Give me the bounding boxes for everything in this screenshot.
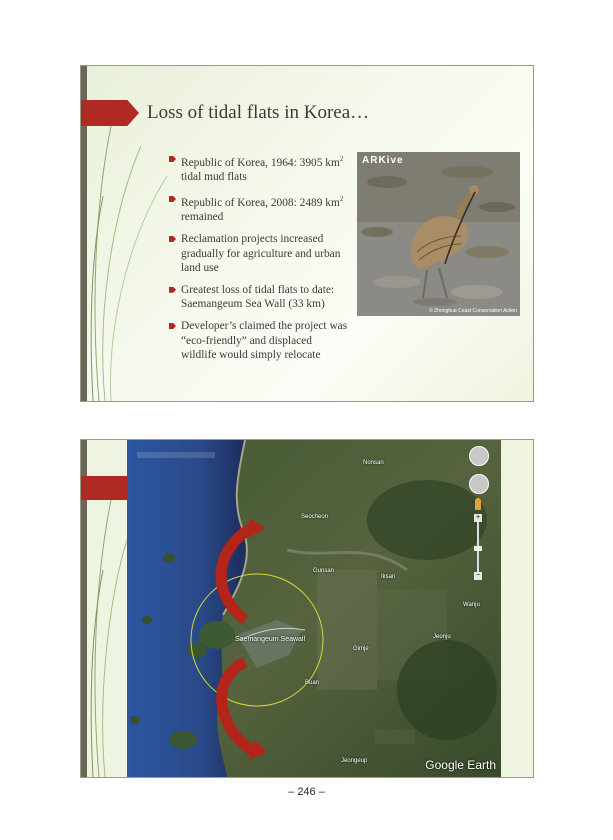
map-label-jeongeup: Jeongeup [341, 758, 368, 764]
satellite-map [127, 440, 501, 777]
google-earth-logo: Google Earth [425, 758, 496, 772]
arrow-bullet-icon [169, 287, 176, 293]
map-label-buan: Buan [305, 680, 320, 686]
bullet-item [169, 192, 349, 225]
photo-brand-logo: ARKive [362, 155, 404, 166]
map-label-jeonju: Jeonju [433, 634, 451, 640]
curlew-photo [357, 152, 520, 316]
map-label-seocheon: Seocheon [301, 514, 329, 520]
slide-tidal-flats [80, 65, 534, 402]
title-accent-tag [81, 476, 127, 500]
bullet-item [169, 152, 349, 185]
bullet-text: Republic of Korea, 1964: 3905 km [181, 156, 340, 169]
zoom-in-icon[interactable]: + [475, 514, 481, 521]
arrow-bullet-icon [169, 196, 176, 202]
look-joystick-icon[interactable] [469, 474, 489, 494]
map-label-gimje: Gimje [353, 646, 369, 652]
bird-illustration [357, 152, 520, 316]
bullet-text: Developer’s claimed the project was “eco-friendly” and displaced wildlife would simply relocate [181, 319, 348, 362]
bullet-tail: remained [181, 211, 224, 224]
arrow-bullet-icon [169, 156, 176, 162]
title-accent-tag [81, 100, 139, 126]
map-label-iksan: Iksan [381, 574, 396, 580]
map-label-nonsan: Nonsan [363, 460, 384, 466]
bullet-text: Greatest loss of tidal flats to date: Saemangeum Sea Wall (33 km) [181, 283, 335, 311]
zoom-out-icon[interactable]: − [475, 572, 481, 579]
bullet-item [169, 283, 349, 312]
map-navigation-controls [469, 446, 489, 586]
map-label-saemangeum-seawall: Saemangeum Seawall [235, 636, 306, 643]
bullet-tail: tidal mud flats [181, 171, 247, 184]
arrow-bullet-icon [169, 323, 176, 329]
page-number: – 246 – [288, 786, 325, 798]
bullet-list [169, 152, 349, 370]
slide-title: Loss of tidal flats in Korea… [147, 102, 370, 123]
bullet-text: Reclamation projects increased gradually for agriculture and urban land use [181, 232, 341, 275]
bullet-item [169, 232, 349, 276]
map-label-wanju: Wanju [463, 602, 480, 608]
map-label-gunsan: Gunsan [313, 568, 335, 574]
slide-saemangeum-map [80, 439, 534, 778]
map-terrain [127, 440, 501, 777]
bullet-item [169, 319, 349, 363]
arrow-bullet-icon [169, 236, 176, 242]
photo-credit: © Zhonghua Coast Conservation Action [429, 308, 517, 314]
bullet-superscript: 2 [339, 155, 344, 163]
bullet-superscript: 2 [339, 194, 344, 203]
zoom-slider-knob[interactable] [474, 546, 482, 551]
street-view-person-icon[interactable] [475, 498, 481, 510]
bullet-text: Republic of Korea, 2008: 2489 km [181, 196, 340, 209]
compass-icon[interactable] [469, 446, 489, 466]
